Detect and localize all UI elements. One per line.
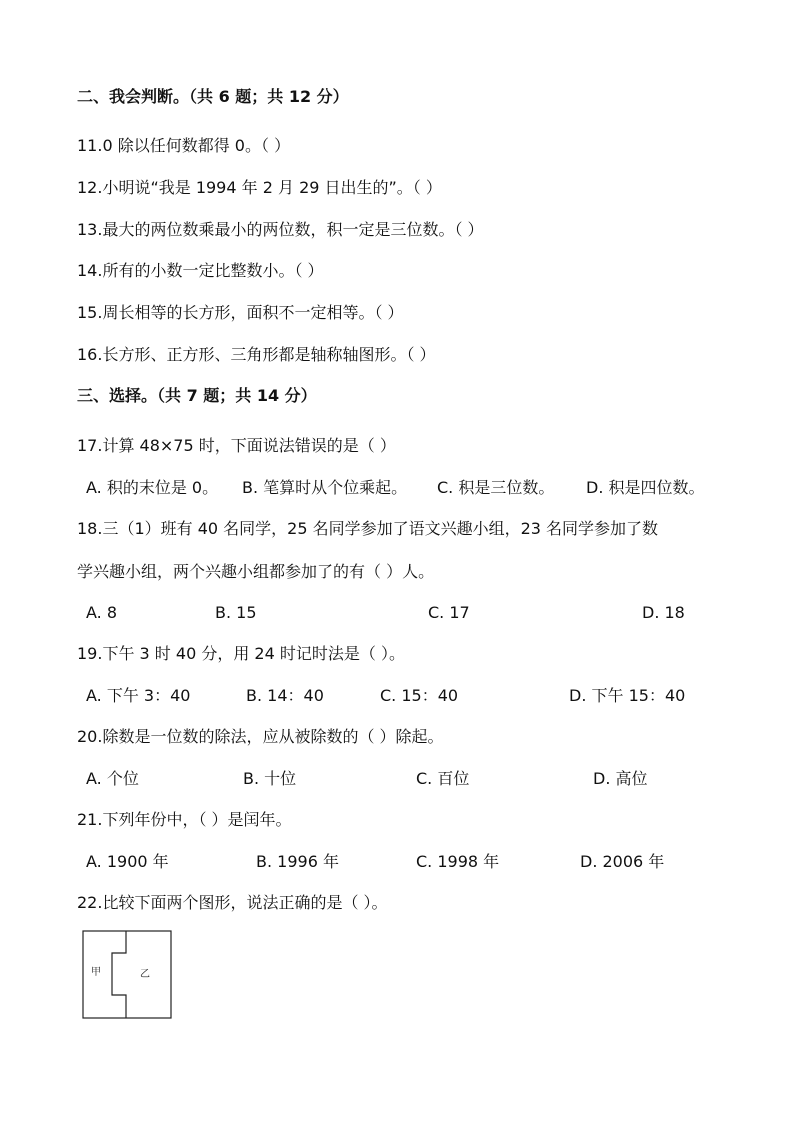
q19-option-c: C. 15：40 — [380, 686, 459, 705]
figure-label-jia: 甲 — [91, 967, 101, 978]
q20-option-d: D. 高位 — [593, 769, 648, 788]
q18-option-d: D. 18 — [642, 603, 685, 622]
q17-option-b: B. 笔算时从个位乘起。 — [242, 478, 408, 497]
question-11: 11.0 除以任何数都得 0。（ ） — [77, 136, 291, 155]
question-18-line-1: 18.三（1）班有 40 名同学，25 名同学参加了语文兴趣小组，23 名同学参加了数 — [77, 519, 659, 538]
section-3-heading: 三、选择。（共 7 题；共 14 分） — [77, 386, 317, 405]
question-13: 13.最大的两位数乘最小的两位数，积一定是三位数。（ ） — [77, 220, 484, 239]
q21-option-b: B. 1996 年 — [256, 852, 339, 871]
q17-option-a: A. 积的末位是 0。 — [86, 478, 219, 497]
q19-option-a: A. 下午 3：40 — [86, 686, 191, 705]
q17-option-d: D. 积是四位数。 — [586, 478, 705, 497]
q17-option-c: C. 积是三位数。 — [437, 478, 555, 497]
question-17: 17.计算 48×75 时，下面说法错误的是（ ） — [77, 436, 396, 455]
question-22: 22.比较下面两个图形，说法正确的是（ ）。 — [77, 893, 388, 912]
q21-option-c: C. 1998 年 — [416, 852, 500, 871]
q19-option-b: B. 14：40 — [246, 686, 324, 705]
q20-option-c: C. 百位 — [416, 769, 470, 788]
q21-option-a: A. 1900 年 — [86, 852, 169, 871]
question-20: 20.除数是一位数的除法，应从被除数的（ ）除起。 — [77, 727, 444, 746]
question-19: 19.下午 3 时 40 分，用 24 时记时法是（ ）。 — [77, 644, 405, 663]
shape-comparison-figure — [82, 930, 174, 1020]
question-15: 15.周长相等的长方形，面积不一定相等。（ ） — [77, 303, 404, 322]
q20-option-b: B. 十位 — [243, 769, 297, 788]
question-18-line-2: 学兴趣小组，两个兴趣小组都参加了的有（ ）人。 — [77, 562, 435, 581]
q18-option-b: B. 15 — [215, 603, 257, 622]
question-12: 12.小明说“我是 1994 年 2 月 29 日出生的”。（ ） — [77, 178, 442, 197]
question-16: 16.长方形、正方形、三角形都是轴称轴图形。（ ） — [77, 345, 436, 364]
question-14: 14.所有的小数一定比整数小。（ ） — [77, 261, 324, 280]
figure-divider-line — [112, 931, 126, 1018]
q20-option-a: A. 个位 — [86, 769, 139, 788]
q18-option-c: C. 17 — [428, 603, 470, 622]
section-2-heading: 二、我会判断。（共 6 题；共 12 分） — [77, 87, 349, 106]
figure-label-yi: 乙 — [140, 969, 150, 980]
q19-option-d: D. 下午 15：40 — [569, 686, 686, 705]
question-21: 21.下列年份中，（ ）是闰年。 — [77, 810, 292, 829]
q21-option-d: D. 2006 年 — [580, 852, 665, 871]
q18-option-a: A. 8 — [86, 603, 118, 622]
